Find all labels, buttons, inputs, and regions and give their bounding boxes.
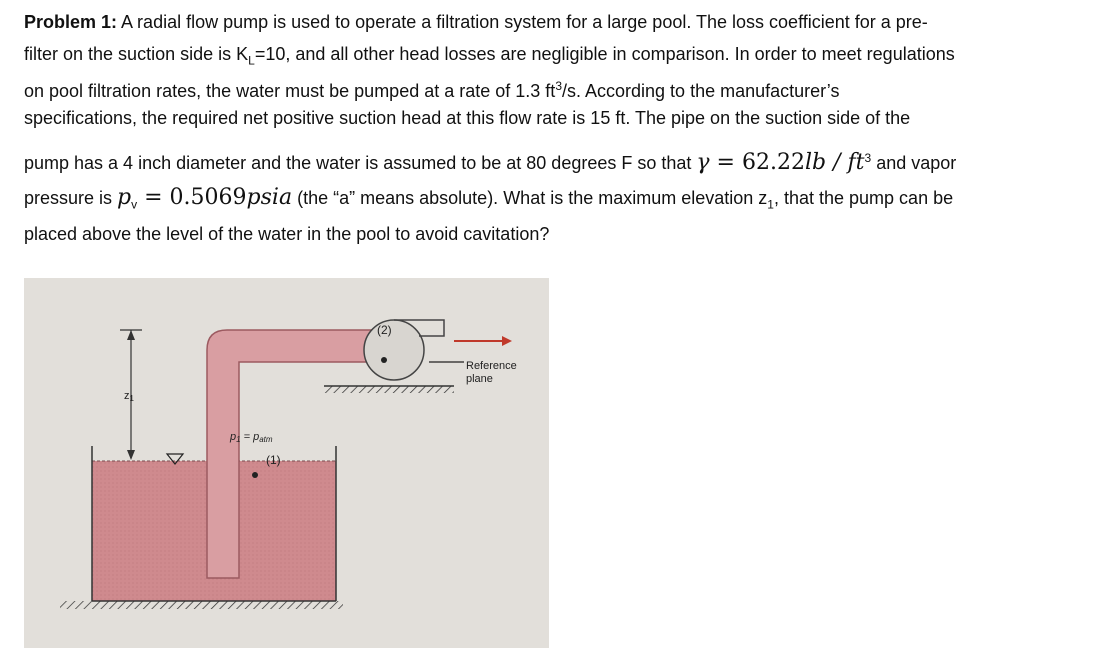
- label-plane: plane: [466, 373, 493, 385]
- problem-text-4: specifications, the required net positive suction head at this flow rate is 15 ft. The pipe on the suction side of the: [24, 108, 911, 128]
- problem-line-6: [24, 176, 1080, 216]
- problem-text-6b: (the “a” means absolute). What is the maximum elevation z: [297, 188, 768, 208]
- gamma-symbol: γ: [696, 150, 710, 175]
- point-1-dot: [252, 472, 258, 478]
- label-z1: z1: [124, 390, 134, 403]
- problem-text-7: placed above the level of the water in the pool to avoid cavitation?: [24, 224, 550, 244]
- kl-subscript: L: [248, 53, 255, 68]
- problem-text-6c: , that the pump can be: [773, 188, 954, 208]
- problem-line-2: [24, 38, 1080, 70]
- problem-text-3: on pool filtration rates, the water must be pumped at a rate of 1.3 ft: [24, 81, 556, 101]
- label-point-1: (1): [266, 453, 281, 467]
- problem-line-5: [24, 134, 1080, 176]
- pump-casing: [364, 320, 424, 380]
- pv-unit: psia: [246, 185, 293, 210]
- problem-text-2-rest: =10, and all other head losses are negligible in comparison. In order to meet regulations: [254, 44, 955, 64]
- ft3-superscript: 3: [555, 79, 562, 93]
- problem-label: Problem 1:: [24, 12, 118, 32]
- z1-subscript: 1: [767, 197, 774, 212]
- problem-text-3-rest: /s. According to the manufacturer’s: [562, 81, 840, 101]
- pump-base-hatch: [324, 386, 454, 393]
- label-reference: Reference: [466, 360, 517, 372]
- pv-value: = 0.5069: [137, 185, 247, 210]
- problem-text-5b: and vapor: [876, 153, 957, 173]
- problem-text-5a: pump has a 4 inch diameter and the water is assumed to be at 80 degrees F so that: [24, 153, 692, 173]
- problem-text-1: A radial flow pump is used to operate a filtration system for a large pool. The loss coefficient for a pre-: [121, 12, 928, 32]
- pump-diagram-svg: [24, 278, 549, 648]
- problem-line-4: [24, 102, 1080, 134]
- pv-subscript: v: [131, 197, 138, 212]
- gamma-value: = 62.22: [709, 150, 805, 175]
- gamma-unit-sup: 3: [864, 151, 872, 165]
- label-point-2: (2): [377, 323, 392, 337]
- problem-text-2: filter on the suction side is K: [24, 44, 249, 64]
- point-2-dot: [381, 357, 387, 363]
- problem-text-6a: pressure is: [24, 188, 113, 208]
- gamma-unit: lb / ft: [804, 150, 865, 175]
- pump-diagram: [24, 278, 549, 648]
- problem-statement: [24, 6, 1080, 254]
- pv-symbol: p: [117, 185, 132, 210]
- ground-hatch: [60, 601, 343, 609]
- problem-line-1: [24, 6, 1080, 38]
- label-p1: p1 = patm: [230, 431, 273, 444]
